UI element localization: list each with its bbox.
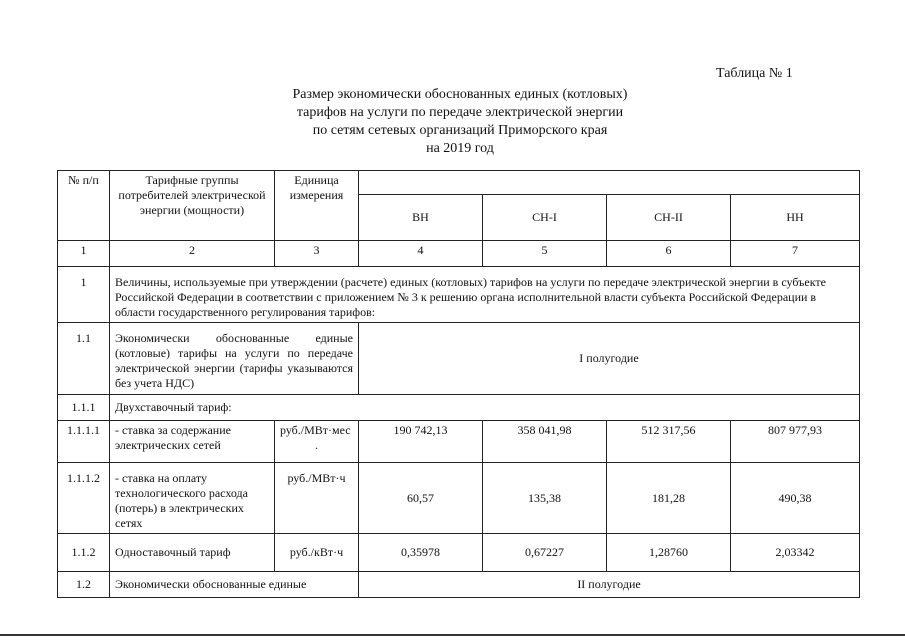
column-number: 2	[110, 241, 275, 267]
header-vn: ВН	[359, 195, 483, 241]
header-sn1: СН-I	[483, 195, 607, 241]
column-number: 6	[607, 241, 731, 267]
value-sn2: 1,28760	[607, 534, 731, 572]
column-number: 4	[359, 241, 483, 267]
table-row	[58, 267, 860, 323]
unit-text: руб./МВт·мес	[280, 423, 351, 437]
header-voltage-span	[359, 171, 860, 195]
row-number: 1	[58, 267, 110, 323]
header-unit: Единица измерения	[275, 171, 359, 241]
value-sn1: 358 041,98	[483, 421, 607, 463]
title-line: Размер экономически обоснованных единых (котловых)	[292, 87, 628, 102]
value-sn2: 181,28	[607, 463, 731, 534]
table-label: Таблица № 1	[716, 66, 793, 81]
row-description: - ставка за содержание электрических сетей	[110, 421, 275, 463]
row-number: 1.2	[58, 572, 110, 598]
value-sn1: 135,38	[483, 463, 607, 534]
value-sn2: 512 317,56	[607, 421, 731, 463]
row-description: Экономически обоснованные единые	[110, 572, 359, 598]
value-nn: 2,03342	[731, 534, 860, 572]
table-row	[58, 323, 860, 395]
value-vn: 60,57	[359, 463, 483, 534]
value-nn: 490,38	[731, 463, 860, 534]
table-row	[58, 572, 860, 598]
row-description: - ставка на оплату технологического расхода (потерь) в электрических сетях	[110, 463, 275, 534]
value-vn: 190 742,13	[359, 421, 483, 463]
row-unit: руб./МВт·ч	[275, 463, 359, 534]
row-unit	[275, 421, 359, 463]
table-row	[58, 534, 860, 572]
table-row	[58, 421, 860, 463]
row-number: 1.1.1.2	[58, 463, 110, 534]
row-number: 1.1.1.1	[58, 421, 110, 463]
header-sn2: СН-II	[607, 195, 731, 241]
column-number: 1	[58, 241, 110, 267]
tariff-table	[57, 170, 860, 598]
row-number: 1.1.1	[58, 395, 110, 421]
row-unit: руб./кВт·ч	[275, 534, 359, 572]
period-label: II полугодие	[359, 572, 860, 598]
scan-edge-line	[0, 634, 905, 636]
value-vn: 0,35978	[359, 534, 483, 572]
value-nn: 807 977,93	[731, 421, 860, 463]
column-number-row	[58, 241, 860, 267]
unit-mark: .	[315, 438, 318, 452]
column-number: 5	[483, 241, 607, 267]
row-description: Экономически обоснованные единые (котловые) тарифы на услуги по передаче электрической энергии (тарифы указываются без учета НДС)	[110, 323, 359, 395]
header-num: № п/п	[58, 171, 110, 241]
header-row	[58, 171, 860, 195]
column-number: 3	[275, 241, 359, 267]
period-label: I полугодие	[359, 323, 860, 395]
header-nn: НН	[731, 195, 860, 241]
title-line: по сетям сетевых организаций Приморского края	[312, 123, 608, 138]
row-description: Величины, используемые при утверждении (расчете) единых (котловых) тарифов на услуги по передаче электрической энергии в субъекте Российской Федерации в соответствии с приложением № 3 к решению органа исполнительной власти субъекта Российской Федерации в области государственного регулирования тарифов:	[110, 267, 860, 323]
row-description: Одноставочный тариф	[110, 534, 275, 572]
value-sn1: 0,67227	[483, 534, 607, 572]
header-groups: Тарифные группы потребителей электрической энергии (мощности)	[110, 171, 275, 241]
row-number: 1.1	[58, 323, 110, 395]
title-line: на 2019 год	[426, 141, 494, 156]
column-number: 7	[731, 241, 860, 267]
table-row	[58, 395, 860, 421]
title-line: тарифов на услуги по передаче электрической энергии	[296, 105, 624, 120]
table-row	[58, 463, 860, 534]
document-title	[250, 86, 670, 158]
row-number: 1.1.2	[58, 534, 110, 572]
row-description: Двухставочный тариф:	[110, 395, 860, 421]
